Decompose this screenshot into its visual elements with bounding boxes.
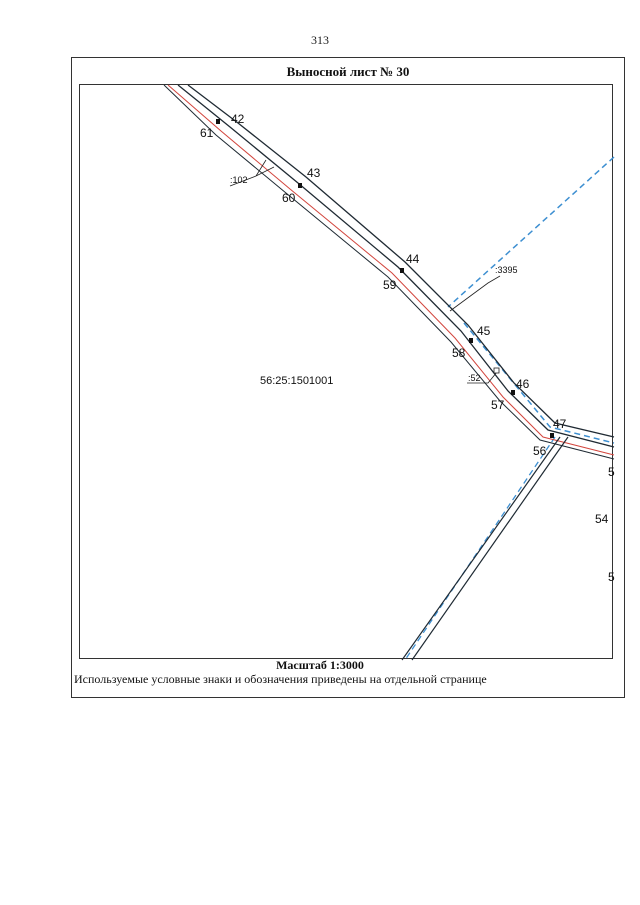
- point-label-60: 60: [282, 191, 296, 205]
- map-scale: Масштаб 1:3000: [276, 658, 364, 672]
- point-label-43: 43: [307, 166, 321, 180]
- sheet-title: Выносной лист № 30: [286, 64, 410, 79]
- point-label-46: 46: [516, 377, 530, 391]
- point-label-56: 56: [533, 444, 547, 458]
- point-marker-47: [550, 433, 554, 438]
- parcel-ref-52: :52: [468, 373, 481, 383]
- point-marker-44: [400, 268, 404, 273]
- point-marker-45: [469, 338, 473, 343]
- point-label-58: 58: [452, 346, 466, 360]
- south-strip-line-left: [402, 437, 560, 660]
- parcel-ref-3395: :3395: [495, 265, 518, 275]
- point-marker-43: [298, 183, 302, 188]
- boundary-line-outer: [188, 85, 614, 437]
- point-marker-42: [216, 119, 220, 124]
- map-canvas: [80, 85, 614, 660]
- point-label-47: 47: [553, 417, 567, 431]
- leader-line-3395: [450, 276, 500, 311]
- partial-label-top: 5: [608, 465, 615, 479]
- parcel-52-marker: [494, 368, 499, 373]
- boundary-line-middle: [178, 85, 614, 447]
- point-label-42: 42: [231, 112, 245, 126]
- page-number: 313: [311, 33, 329, 47]
- cadastral-dashed-line-northeast: [448, 157, 614, 307]
- point-label-57: 57: [491, 398, 505, 412]
- map-frame: [79, 84, 613, 659]
- parcel-ref-102: :102: [230, 175, 248, 185]
- cadastral-block-label: 56:25:1501001: [260, 375, 334, 387]
- boundary-line-inner: [164, 85, 614, 459]
- point-label-44: 44: [406, 252, 420, 266]
- south-strip-line-right: [412, 437, 568, 660]
- planned-line-red: [168, 85, 614, 455]
- legend-note: Используемые условные знаки и обозначения приведены на отдельной странице: [74, 672, 487, 686]
- partial-label-54: 54: [595, 512, 609, 526]
- cadastral-dashed-line-south: [405, 437, 555, 660]
- point-label-45: 45: [477, 324, 491, 338]
- point-label-59: 59: [383, 278, 397, 292]
- partial-label-bottom: 5: [608, 570, 615, 584]
- point-label-61: 61: [200, 126, 214, 140]
- point-marker-46: [511, 390, 515, 395]
